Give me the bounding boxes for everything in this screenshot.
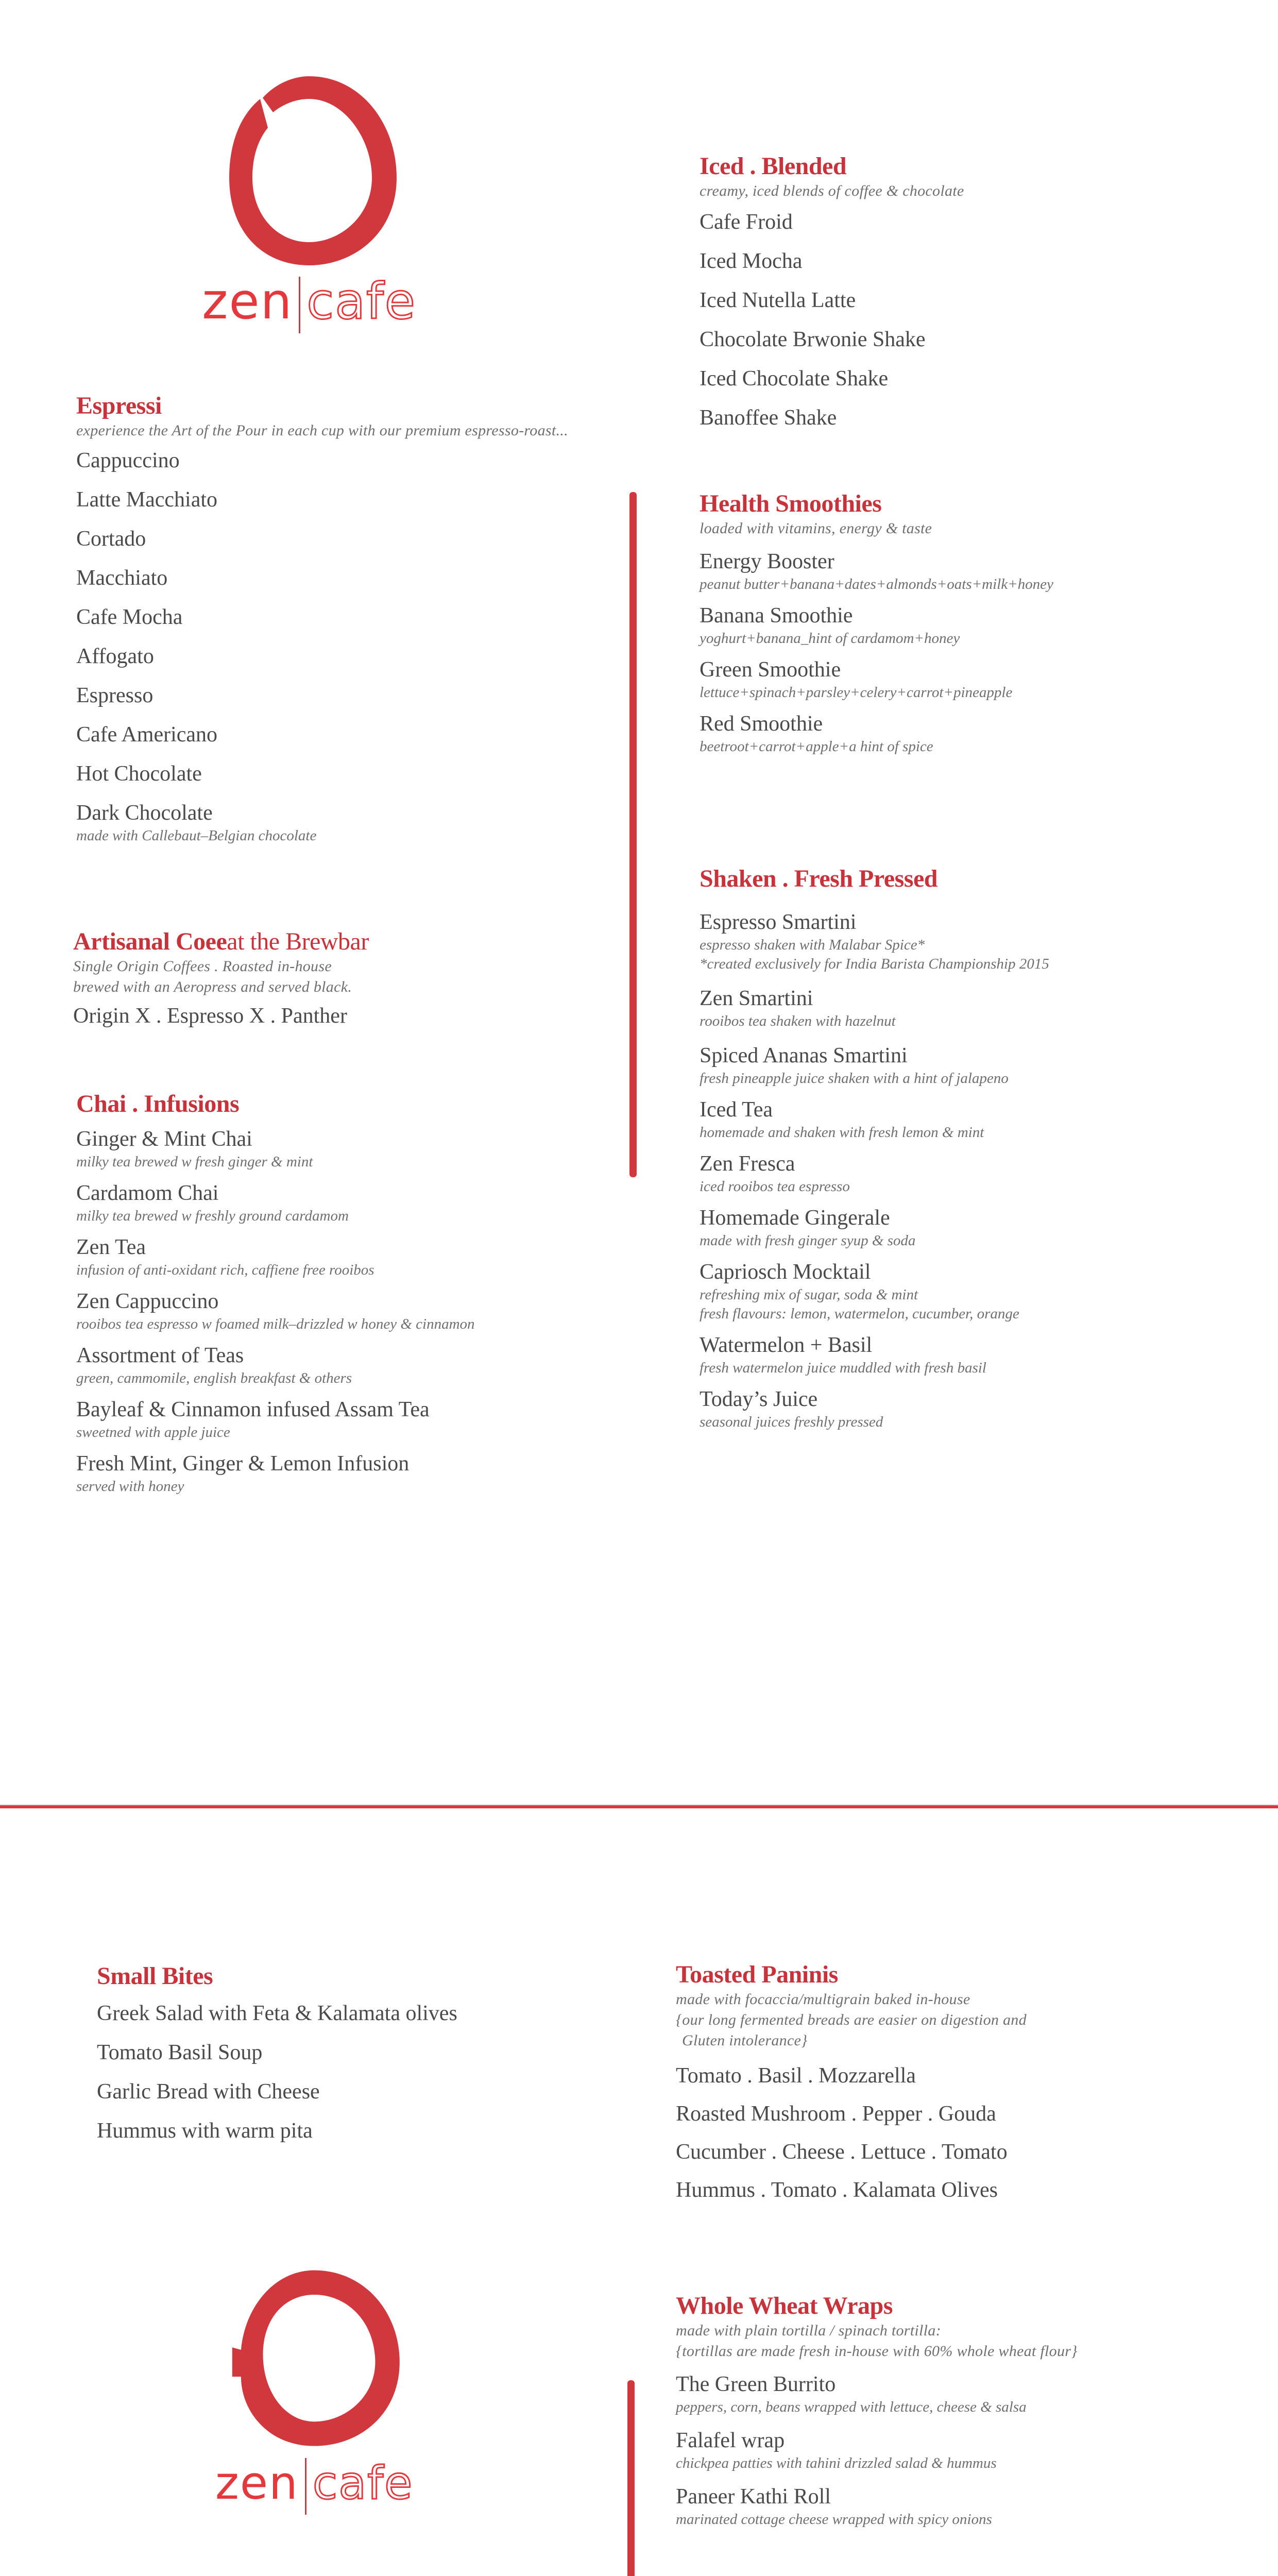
menu-item [76, 760, 591, 787]
item-description: green, cammomile, english breakfast & others [76, 1370, 352, 1386]
item-description: refreshing mix of sugar, soda & mint [700, 1286, 918, 1303]
menu-item [700, 1042, 1240, 1088]
item-description: served with honey [76, 1478, 184, 1495]
item-name: Red Smoothie [700, 712, 823, 736]
menu-item [700, 909, 1240, 974]
section-description: experience the Art of the Pour in each cup with our premium espresso-roast... [76, 422, 568, 439]
item-name: Chocolate Brwonie Shake [700, 328, 926, 351]
section-title: Chai . Infusions [76, 1090, 240, 1117]
menu-item [76, 1342, 617, 1388]
menu-item [97, 2078, 612, 2105]
item-description-note: *created exclusively for India Barista Championship 2015 [700, 956, 1049, 972]
menu-item [700, 209, 1240, 235]
menu-item [700, 248, 1240, 275]
menu-item [76, 1234, 617, 1280]
item-description: lettuce+spinach+parsley+celery+carrot+pineapple [700, 684, 1013, 701]
item-name: Homemade Gingerale [700, 1206, 890, 1230]
page-divider [0, 1804, 1278, 1808]
item-name: Cortado [76, 527, 146, 551]
item-name: Green Smoothie [700, 658, 841, 682]
item-name: Iced Mocha [700, 249, 803, 273]
menu-item [97, 2039, 612, 2066]
menu-item [700, 1205, 1240, 1250]
item-description: infusion of anti-oxidant rich, caffiene free rooibos [76, 1262, 374, 1278]
item-description: peppers, corn, beans wrapped with lettuce, cheese & salsa [676, 2399, 1027, 2415]
section-description-line: made with plain tortilla / spinach tortilla: [676, 2322, 941, 2339]
item-name: Zen Smartini [700, 987, 813, 1010]
item-description: yoghurt+banana_hint of cardamom+honey [700, 630, 960, 647]
item-description: beetroot+carrot+apple+a hint of spice [700, 738, 933, 755]
brand-name-cafe: cafe [306, 273, 416, 330]
section-toasted-paninis [676, 1960, 1242, 2204]
item-name: Assortment of Teas [76, 1344, 244, 1367]
menu-item [76, 1396, 617, 1442]
item-name: Cafe Froid [700, 210, 793, 234]
item-name: Iced Tea [700, 1098, 773, 1122]
menu-item [676, 2062, 1242, 2089]
item-name: Cappuccino [76, 449, 180, 472]
menu-item [700, 365, 1240, 392]
item-name: Capriosch Mocktail [700, 1260, 871, 1284]
item-name: Bayleaf & Cinnamon infused Assam Tea [76, 1398, 430, 1421]
menu-item [76, 526, 591, 552]
menu-item [97, 2117, 612, 2144]
menu-item [76, 1288, 617, 1334]
zen-cafe-logo-bottom [196, 2264, 433, 2515]
brand-name-zen: zen [202, 273, 293, 330]
item-name: Fresh Mint, Ginger & Lemon Infusion [76, 1452, 410, 1476]
item-name: Cucumber . Cheese . Lettuce . Tomato [676, 2140, 1008, 2164]
item-name: Affogato [76, 645, 154, 668]
menu-item [76, 1450, 617, 1496]
section-title: Iced . Blended [700, 152, 847, 180]
item-name: Watermelon + Basil [700, 1333, 873, 1357]
section-shaken-fresh-pressed [700, 865, 1240, 1432]
item-name: Dark Chocolate [76, 801, 213, 825]
item-description: marinated cottage cheese wrapped with spicy onions [676, 2511, 992, 2528]
item-description: peanut butter+banana+dates+almonds+oats+milk+honey [700, 576, 1053, 592]
menu-item [700, 326, 1240, 353]
menu-item [700, 1332, 1240, 1378]
menu-item [700, 985, 1240, 1031]
item-name: Zen Cappuccino [76, 1290, 219, 1313]
section-title: Shaken . Fresh Pressed [700, 865, 938, 892]
menu-item [700, 404, 1240, 431]
item-name: Garlic Bread with Cheese [97, 2080, 320, 2104]
item-description: espresso shaken with Malabar Spice* [700, 937, 925, 953]
item-description: iced rooibos tea espresso [700, 1178, 850, 1195]
menu-item [676, 2100, 1242, 2127]
brand-separator [299, 277, 300, 333]
menu-item [700, 1386, 1240, 1432]
item-name: Greek Salad with Feta & Kalamata olives [97, 2002, 457, 2025]
section-iced-blended [700, 152, 1240, 431]
brand-name-cafe: cafe [312, 2456, 414, 2510]
menu-item [676, 2427, 1242, 2473]
section-title-bold: Artisanal Coee [73, 928, 227, 955]
item-name: Origin X . Espresso X . Panther [73, 1004, 347, 1028]
menu-item [700, 710, 1240, 756]
menu-item [700, 1150, 1240, 1196]
section-description: loaded with vitamins, energy & taste [700, 520, 932, 537]
item-name: Roasted Mushroom . Pepper . Gouda [676, 2102, 996, 2126]
section-description-line: {tortillas are made fresh in-house with 60% whole wheat flour} [676, 2343, 1078, 2360]
menu-item [676, 2483, 1242, 2529]
menu-item [76, 565, 591, 591]
menu-item [700, 287, 1240, 314]
item-name: Hummus with warm pita [97, 2119, 313, 2143]
section-description: creamy, iced blends of coffee & chocolate [700, 182, 964, 199]
item-name: Falafel wrap [676, 2429, 785, 2452]
item-name: Hummus . Tomato . Kalamata Olives [676, 2178, 998, 2202]
menu-item [73, 1003, 588, 1029]
section-small-bites [97, 1962, 612, 2144]
menu-item [76, 643, 591, 670]
section-health-smoothies [700, 489, 1240, 756]
menu-item [76, 486, 591, 513]
section-title [73, 927, 588, 956]
item-name: Banana Smoothie [700, 604, 853, 628]
item-description: rooibos tea shaken with hazelnut [700, 1013, 896, 1029]
item-description: milky tea brewed w fresh ginger & mint [76, 1154, 313, 1170]
item-description: homemade and shaken with fresh lemon & mint [700, 1124, 984, 1141]
item-name: Tomato Basil Soup [97, 2041, 263, 2064]
item-description: made with Callebaut–Belgian chocolate [76, 827, 317, 844]
item-name: Cafe Mocha [76, 605, 183, 629]
section-artisanal-coffee [73, 927, 588, 1029]
menu-item [76, 447, 591, 474]
menu-item [676, 2139, 1242, 2165]
item-description: seasonal juices freshly pressed [700, 1414, 883, 1430]
item-name: Paneer Kathi Roll [676, 2485, 831, 2509]
menu-item [700, 1259, 1240, 1324]
item-name: Espresso [76, 684, 154, 707]
menu-item [700, 1096, 1240, 1142]
section-whole-wheat-wraps [676, 2292, 1242, 2529]
item-name: Spiced Ananas Smartini [700, 1044, 908, 1067]
menu-item [76, 604, 591, 631]
brand-wordmark [170, 273, 448, 333]
section-description-line: Single Origin Coffees . Roasted in-house [73, 958, 332, 975]
item-name: The Green Burrito [676, 2372, 836, 2396]
item-description: chickpea patties with tahini drizzled salad & hummus [676, 2455, 997, 2471]
item-name: Banoffee Shake [700, 406, 837, 430]
menu-item [700, 548, 1240, 594]
section-title: Toasted Paninis [676, 1961, 838, 1988]
section-title: Espressi [76, 392, 162, 419]
item-description: fresh watermelon juice muddled with fresh basil [700, 1360, 986, 1376]
section-title: Small Bites [97, 1962, 213, 1990]
item-name: Macchiato [76, 566, 168, 590]
item-name: Tomato . Basil . Mozzarella [676, 2064, 916, 2088]
section-title-light: at the Brewbar [227, 928, 369, 955]
menu-item [76, 721, 591, 748]
brand-wordmark [196, 2455, 433, 2515]
item-name: Zen Fresca [700, 1152, 795, 1176]
menu-item [76, 682, 591, 709]
item-description: made with fresh ginger syup & soda [700, 1232, 916, 1249]
menu-item [76, 1180, 617, 1226]
menu-item [676, 2177, 1242, 2204]
zen-cafe-logo-top [170, 67, 448, 333]
menu-item [700, 656, 1240, 702]
item-description: milky tea brewed w freshly ground cardamom [76, 1208, 349, 1224]
item-name: Energy Booster [700, 550, 834, 573]
item-name: Today’s Juice [700, 1387, 818, 1411]
item-name: Hot Chocolate [76, 762, 202, 786]
item-name: Ginger & Mint Chai [76, 1127, 252, 1151]
item-description: rooibos tea espresso w foamed milk–drizzled w honey & cinnamon [76, 1316, 475, 1332]
item-description-note: fresh flavours: lemon, watermelon, cucumber, orange [700, 1306, 1019, 1322]
item-name: Iced Nutella Latte [700, 289, 856, 312]
section-description-line: {our long fermented breads are easier on digestion and [676, 2011, 1027, 2028]
section-title: Health Smoothies [700, 490, 882, 517]
section-description-line: Gluten intolerance} [682, 2032, 808, 2049]
item-name: Zen Tea [76, 1235, 146, 1259]
menu-item [97, 2000, 612, 2027]
section-chai-infusions [76, 1090, 617, 1496]
section-description-line: brewed with an Aeropress and served black. [73, 978, 352, 995]
section-title: Whole Wheat Wraps [676, 2292, 893, 2319]
brush-stroke-divider [629, 492, 637, 1177]
item-name: Latte Macchiato [76, 488, 218, 512]
menu-item [700, 602, 1240, 648]
menu-item [76, 1126, 617, 1172]
enso-circle-icon [211, 67, 407, 273]
item-name: Espresso Smartini [700, 910, 857, 934]
section-espressi [76, 392, 591, 845]
item-description: fresh pineapple juice shaken with a hint of jalapeno [700, 1070, 1009, 1087]
item-name: Iced Chocolate Shake [700, 367, 889, 391]
item-description: sweetned with apple juice [76, 1424, 230, 1440]
brand-name-zen: zen [215, 2456, 299, 2510]
brand-separator [305, 2458, 306, 2515]
section-description-line: made with focaccia/multigrain baked in-house [676, 1991, 970, 2008]
item-name: Cafe Americano [76, 723, 218, 747]
enso-circle-icon [221, 2264, 407, 2455]
menu-item [676, 2371, 1242, 2417]
brush-stroke-divider [627, 2380, 635, 2576]
item-name: Cardamom Chai [76, 1181, 219, 1205]
menu-item [76, 800, 591, 845]
